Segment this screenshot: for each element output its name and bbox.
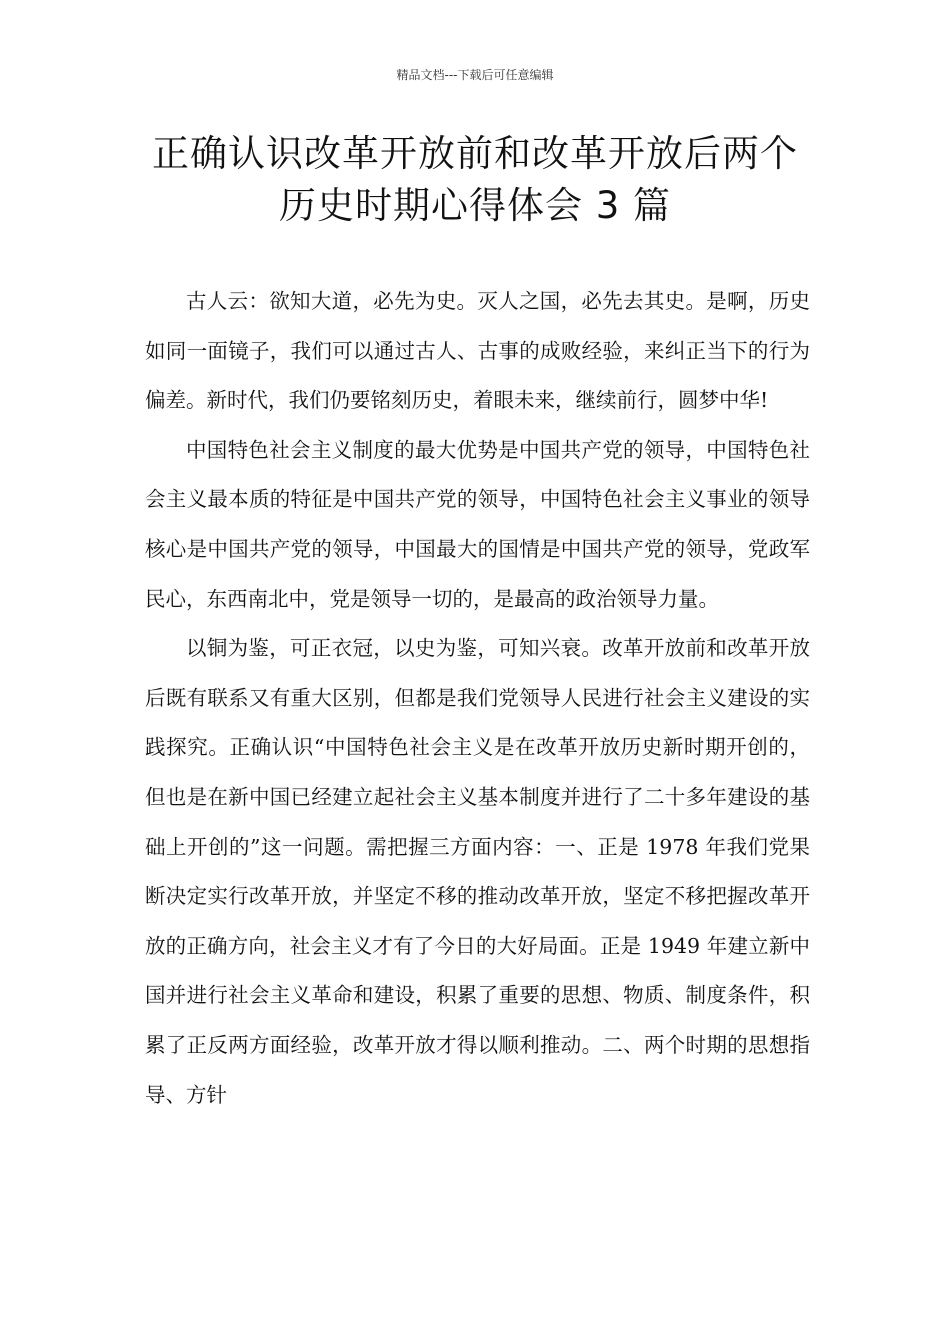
paragraph-1: 古人云：欲知大道，必先为史。灭人之国，必先去其史。是啊，历史如同一面镜子，我们可以通过古人、古事的成败经验，来纠正当下的行为偏差。新时代，我们仍要铭刻历史，着眼未来，继续前行，圆梦中华! xyxy=(145,289,810,413)
header-note: 精品文档---下载后可任意编辑 xyxy=(396,68,554,82)
paragraph-2: 中国特色社会主义制度的最大优势是中国共产党的领导，中国特色社会主义最本质的特征是中国共产党的领导，中国特色社会主义事业的领导核心是中国共产党的领导，中国最大的国情是中国共产党的领导，党政军民心，东西南北中，党是领导一切的，是最高的政治领导力量。 xyxy=(145,437,810,611)
paragraph-3: 以铜为鉴，可正衣冠，以史为鉴，可知兴衰。改革开放前和改革开放后既有联系又有重大区别，但都是我们党领导人民进行社会主义建设的实践探究。正确认识“中国特色社会主义是在改革开放历史新时期开创的，但也是在新中国已经建立起社会主义基本制度并进行了二十多年建设的基础上开创的”这一问题。需把握三方面内容：一、正是 1978 年我们党果断决定实行改革开放，并坚定不移的推动改革开放，坚定不移把握改革开放的正确方向，社会主义才有了今日的大好局面。正是 1949 年建立新中国并进行社会主义革命和建设，积累了重要的思想、物质、制度条件，积累了正反两方面经验，改革开放才得以顺利推动。二、两个时期的思想指导、方针 xyxy=(145,636,810,1107)
title-line-1: 正确认识改革开放前和改革开放后两个 xyxy=(152,132,798,175)
document-body xyxy=(145,277,810,1120)
title-line-2: 历史时期心得体会 3 篇 xyxy=(278,184,672,227)
document-title xyxy=(120,128,830,232)
